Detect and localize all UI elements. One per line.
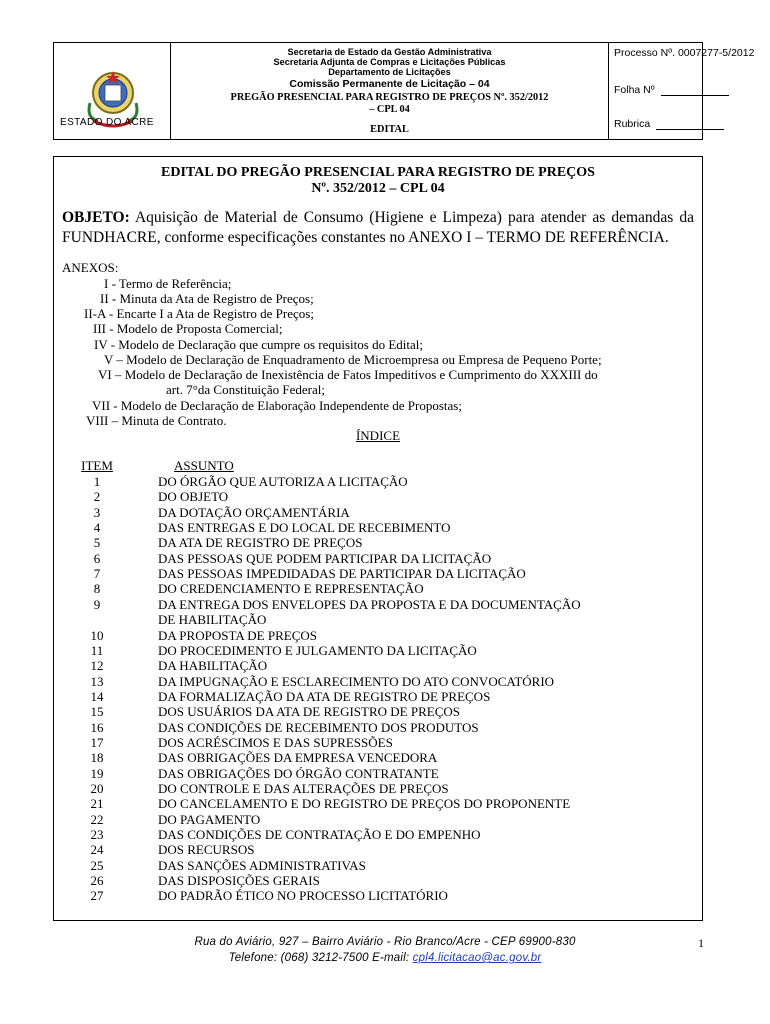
index-item-number: 5 (93, 535, 101, 551)
index-item-number: 21 (90, 796, 104, 812)
index-item-title: DAS CONDIÇÕES DE RECEBIMENTO DOS PRODUTOS (158, 719, 479, 735)
header-line: Comissão Permanente de Licitação – 04 (289, 78, 490, 90)
index-item-title: DA HABILITAÇÃO (158, 658, 268, 674)
anexo-item: III - Modelo de Proposta Comercial; (93, 321, 283, 336)
process-number: Processo Nº. 0007277-5/2012 (614, 47, 755, 59)
index-item-number: 13 (90, 673, 104, 689)
footer-address: Rua do Aviário, 927 – Bairro Aviário - Rio Branco/Acre - CEP 69900-830 (194, 936, 576, 948)
index-item-number: 2 (93, 489, 101, 505)
anexo-item: VIII – Minuta de Contrato. (86, 413, 227, 428)
index-item-title: DA PROPOSTA DE PREÇOS (158, 627, 317, 643)
header-line: Secretaria Adjunta de Compras e Licitações Públicas (273, 57, 506, 67)
index-item-title: DA DOTAÇÃO ORÇAMENTÁRIA (158, 504, 350, 520)
index-item-title: DO PADRÃO ÉTICO NO PROCESSO LICITATÓRIO (158, 888, 448, 904)
indice-title: ÍNDICE (355, 428, 401, 443)
folha-field (614, 84, 729, 96)
index-item-title: DA FORMALIZAÇÃO DA ATA DE REGISTRO DE PREÇOS (158, 688, 491, 704)
index-item-title: DO CREDENCIAMENTO E REPRESENTAÇÃO (158, 581, 424, 597)
index-item-number: 19 (90, 765, 104, 781)
rubrica-label: Rubrica (614, 118, 651, 130)
index-item-number: 27 (90, 888, 104, 904)
header-line: Secretaria de Estado da Gestão Administrativa (287, 47, 492, 57)
header-line: Departamento de Licitações (328, 67, 451, 77)
anexo-item: II-A - Encarte I a Ata de Registro de Preços; (84, 306, 314, 321)
index-item-title: DAS PESSOAS QUE PODEM PARTICIPAR DA LICITAÇÃO (158, 550, 492, 566)
rubrica-blank (656, 120, 724, 130)
index-item-number: 17 (90, 734, 104, 750)
header-line: EDITAL (370, 124, 409, 135)
header-line: – CPL 04 (369, 104, 410, 115)
index-item-title: DO ÓRGÃO QUE AUTORIZA A LICITAÇÃO (158, 474, 408, 489)
index-item-number: 8 (93, 581, 101, 597)
footer-phone: Telefone: (068) 3212-7500 E-mail: (228, 952, 410, 964)
index-item-number: 15 (90, 704, 104, 720)
state-label: ESTADO DO ACRE (60, 117, 154, 128)
page-number: 1 (698, 936, 704, 950)
assunto-column-header: ASSUNTO (174, 458, 234, 473)
objeto-paragraph (62, 208, 694, 248)
index-item-title: DO PAGAMENTO (158, 811, 261, 827)
index-item-title: DAS OBRIGAÇÕES DO ÓRGÃO CONTRATANTE (158, 765, 439, 781)
index-item-number: 23 (90, 827, 104, 843)
index-item-number: 20 (90, 781, 104, 796)
index-item-number: 7 (93, 566, 101, 582)
index-item-title: DAS CONDIÇÕES DE CONTRATAÇÃO E DO EMPENHO (158, 827, 481, 843)
header-process-cell (609, 43, 755, 139)
anexo-item: VII - Modelo de Declaração de Elaboração Independente de Propostas; (92, 398, 462, 413)
index-item-title: DOS RECURSOS (158, 842, 255, 858)
index-item-number: 18 (90, 750, 104, 766)
index-item-number: 10 (90, 627, 104, 643)
index-item-number: 4 (93, 520, 101, 536)
document-body (53, 156, 703, 921)
index-item-number: 9 (93, 596, 101, 612)
document-title: EDITAL DO PREGÃO PRESENCIAL PARA REGISTRO DE PREÇOS (161, 165, 595, 180)
objeto-text: Aquisição de Material de Consumo (Higiene e Limpeza) para atender as demandas da FUNDHACRE, conforme especificações constantes no ANEXO I – TERMO DE REFERÊNCIA. (62, 209, 694, 246)
index-item-title: DAS OBRIGAÇÕES DA EMPRESA VENCEDORA (158, 750, 438, 766)
index-item-title: DAS DISPOSIÇÕES GERAIS (158, 873, 320, 889)
index-item-number: 14 (90, 688, 104, 704)
index-item-title: DO CANCELAMENTO E DO REGISTRO DE PREÇOS DO PROPONENTE (158, 796, 571, 812)
rubrica-field (614, 118, 724, 130)
index-item-title: DO PROCEDIMENTO E JULGAMENTO DA LICITAÇÃO (158, 642, 477, 658)
index-item-title: DAS PESSOAS IMPEDIDADAS DE PARTICIPAR DA LICITAÇÃO (158, 566, 526, 582)
index-item-title: DAS SANÇÕES ADMINISTRATIVAS (158, 857, 366, 873)
index-item-title: DAS ENTREGAS E DO LOCAL DE RECEBIMENTO (158, 520, 451, 536)
footer-email-link[interactable]: cpl4.licitacao@ac.gov.br (412, 952, 542, 964)
item-column-header: ITEM (81, 458, 113, 473)
crest-cell (54, 43, 171, 139)
index-item-title: DOS USUÁRIOS DA ATA DE REGISTRO DE PREÇOS (158, 704, 460, 720)
anexo-item: V – Modelo de Declaração de Enquadramento de Microempresa ou Empresa de Pequeno Porte; (104, 352, 602, 367)
index-item-title-continued: DE HABILITAÇÃO (158, 612, 267, 628)
index-item-number: 11 (90, 642, 104, 658)
index-item-title: DA IMPUGNAÇÃO E ESCLARECIMENTO DO ATO CONVOCATÓRIO (158, 673, 555, 689)
index-item-title: DOS ACRÉSCIMOS E DAS SUPRESSÕES (158, 734, 393, 750)
anexo-item: IV - Modelo de Declaração que cumpre os requisitos do Edital; (94, 337, 423, 352)
anexos-label: ANEXOS: (62, 260, 119, 275)
anexo-item-continued: art. 7°da Constituição Federal; (166, 382, 325, 397)
index-item-title: DA ATA DE REGISTRO DE PREÇOS (158, 535, 363, 551)
index-item-number: 25 (90, 857, 104, 873)
index-item-title: DA ENTREGA DOS ENVELOPES DA PROPOSTA E DA DOCUMENTAÇÃO (158, 596, 581, 612)
index-item-title: DO CONTROLE E DAS ALTERAÇÕES DE PREÇOS (158, 781, 449, 796)
document-header (53, 42, 755, 140)
index-item-number: 6 (93, 550, 101, 566)
index-item-number: 22 (90, 811, 104, 827)
index-item-number: 12 (90, 658, 104, 674)
index-item-number: 3 (93, 504, 101, 520)
anexo-item: II - Minuta da Ata de Registro de Preços; (100, 291, 314, 306)
index-item-number: 1 (93, 474, 101, 489)
footer-contact (0, 952, 770, 964)
header-line: PREGÃO PRESENCIAL PARA REGISTRO DE PREÇOS Nº. 352/2012 (230, 92, 549, 103)
header-title-cell (171, 43, 609, 139)
index-item-title: DO OBJETO (158, 489, 229, 505)
index-item-number: 16 (90, 719, 104, 735)
folha-label: Folha Nº (614, 84, 655, 96)
index-item-number: 26 (90, 873, 104, 889)
index-item-number: 24 (90, 842, 104, 858)
objeto-label: OBJETO: (62, 209, 130, 226)
folha-blank (661, 86, 729, 96)
anexo-item: I - Termo de Referência; (104, 276, 232, 291)
document-subtitle: Nº. 352/2012 – CPL 04 (311, 181, 445, 196)
anexo-item: VI – Modelo de Declaração de Inexistência de Fatos Impeditivos e Cumprimento do XXXIII do (98, 367, 598, 382)
